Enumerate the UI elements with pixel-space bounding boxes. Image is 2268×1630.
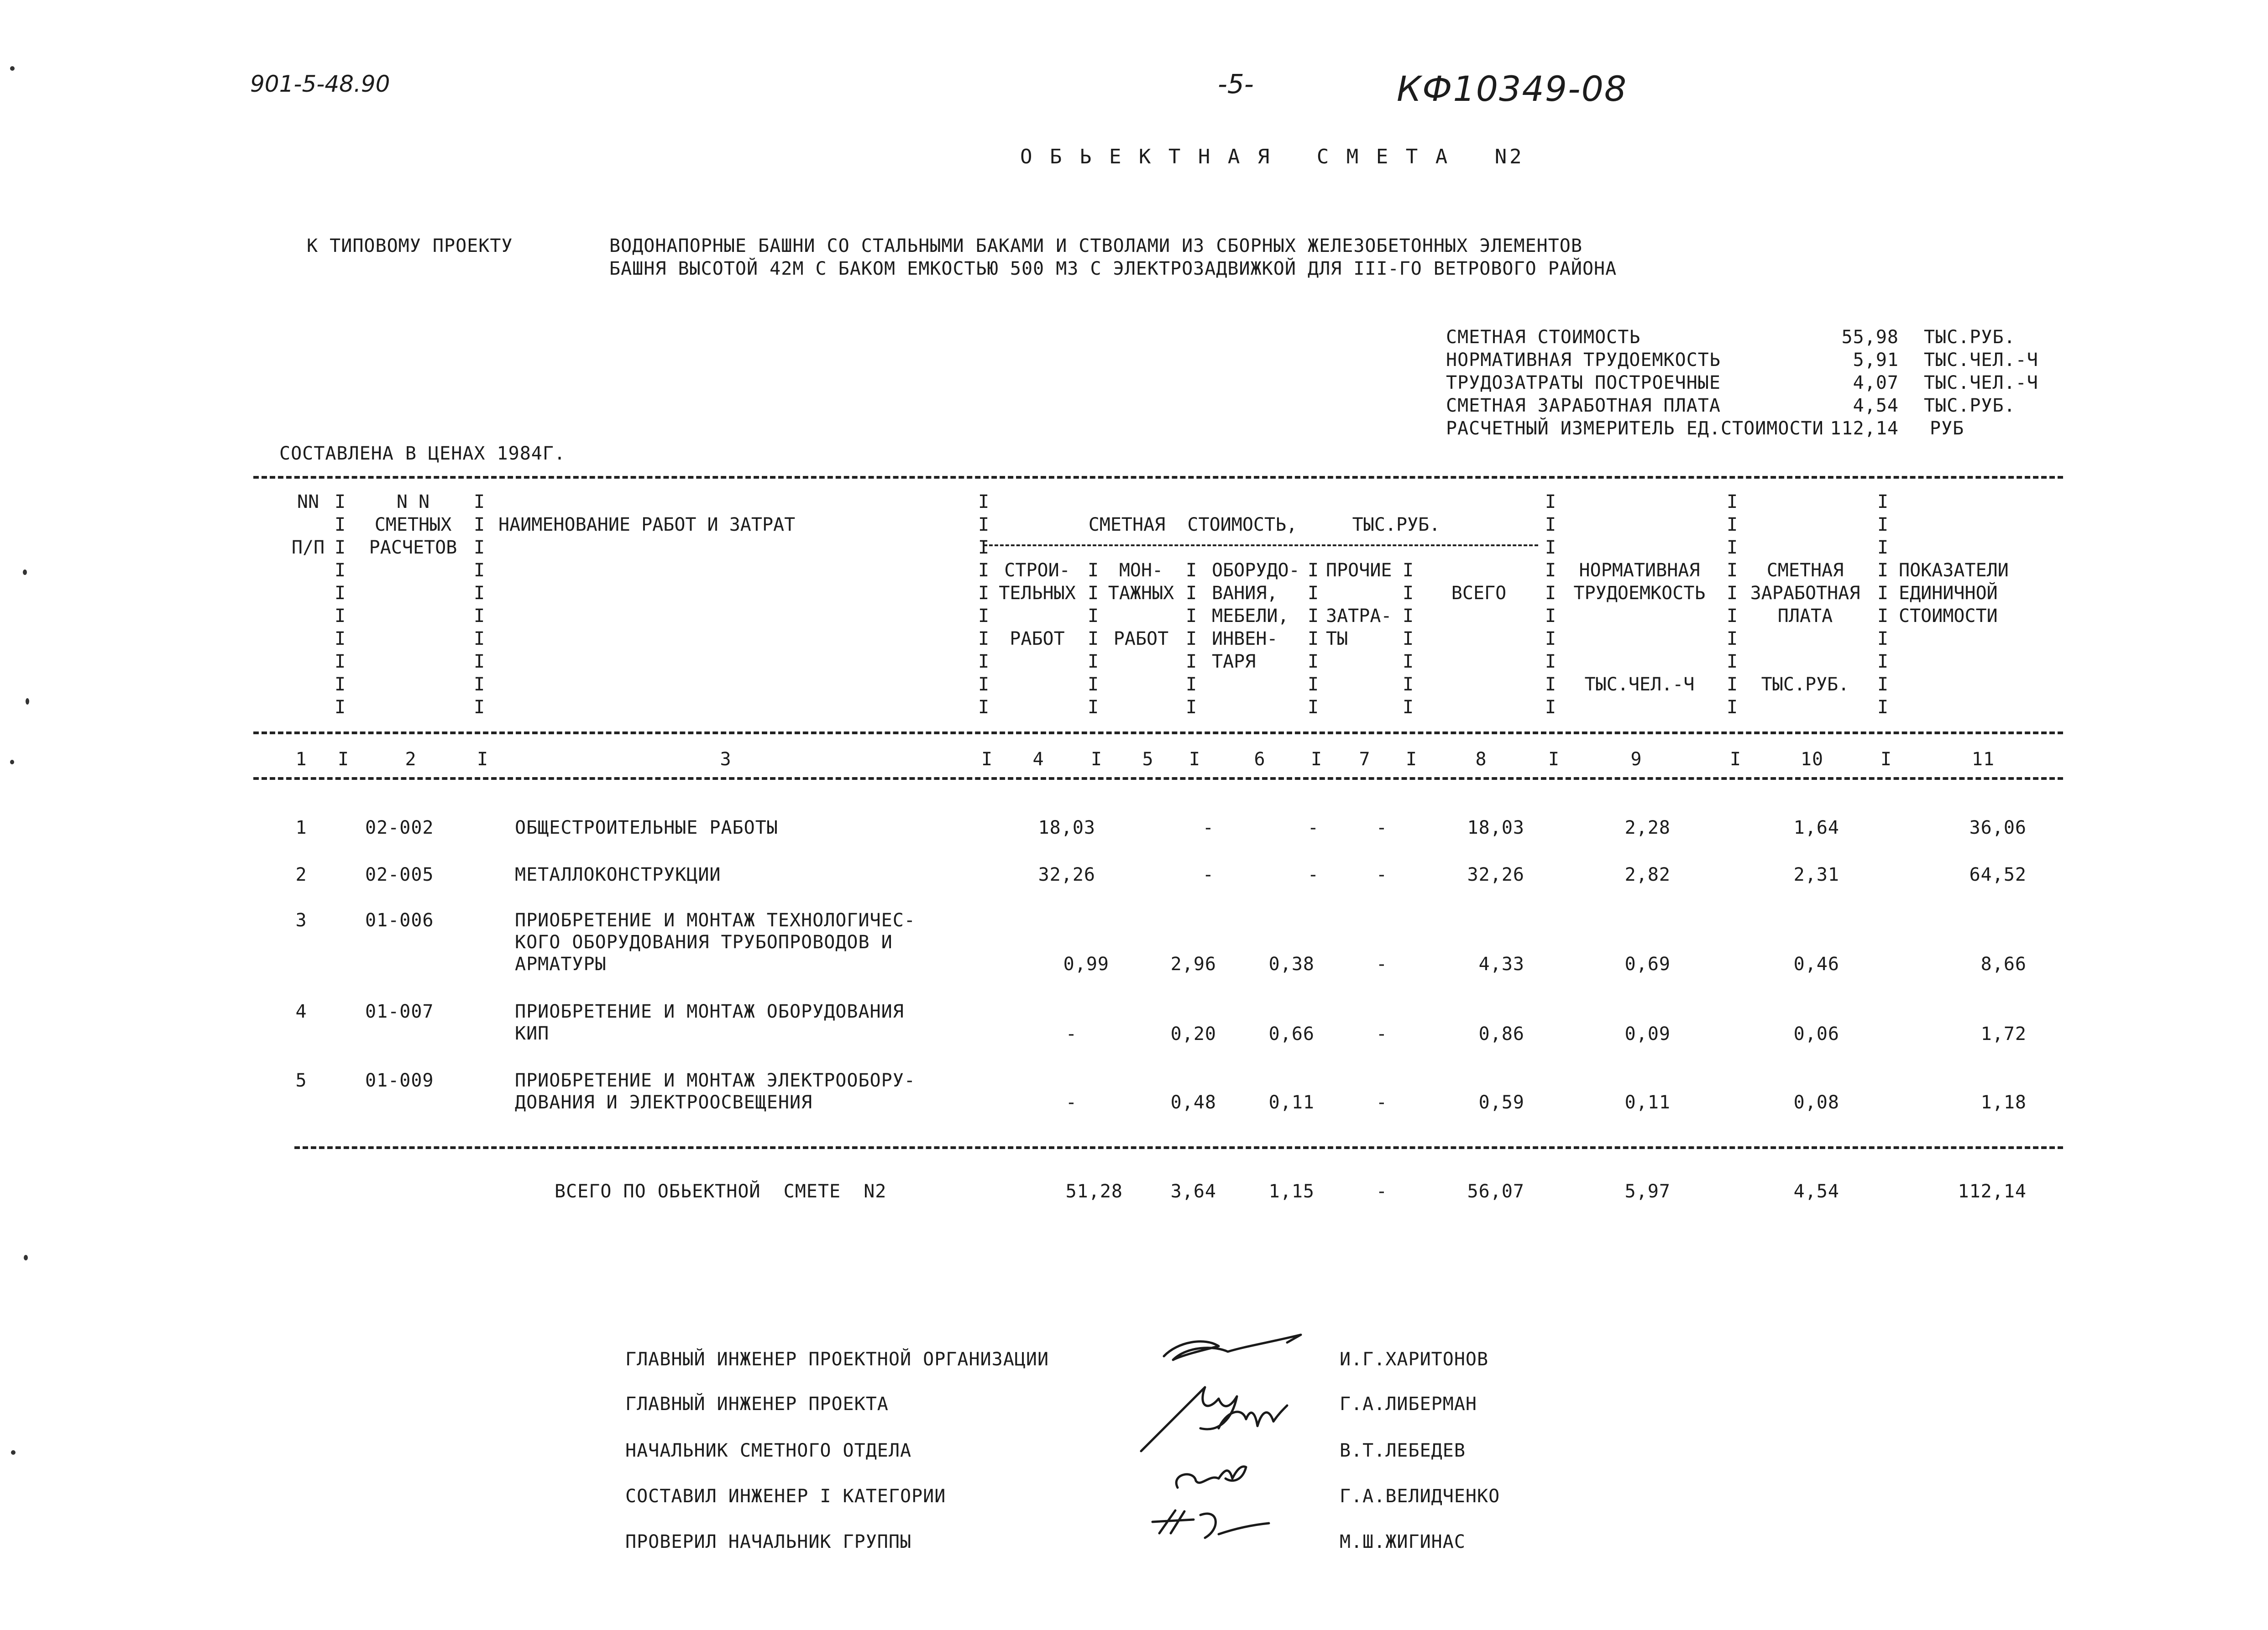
row-indicator: 1,18 [1980,1092,2027,1113]
row-installation: 0,20 [1170,1024,1216,1045]
header-work-name: НАИМЕНОВАНИЕ РАБОТ И ЗАТРАТ [498,514,796,535]
column-number-separator: I [477,749,489,770]
column-number: 6 [1254,749,1266,770]
signatory-name: И.Г.ХАРИТОНОВ [1340,1349,1489,1370]
row-total: 18,03 [1467,817,1524,838]
signature-kharitonov [1164,1335,1301,1360]
header-wages: СМЕТНАЯ ЗАРАБОТНАЯ ПЛАТА ТЫС.РУБ. [1750,560,1860,695]
summary-value: 5,91 [1853,350,1899,371]
row-total: 32,26 [1467,864,1524,885]
row-construction: - [1065,1092,1077,1113]
column-number: 4 [1032,749,1044,770]
summary-value: 4,54 [1853,395,1899,416]
header-separator: I I I I I I I [1185,560,1197,718]
header-separator: I I I I I I I I I I [1545,491,1556,718]
row-calc-number: 01-009 [365,1070,434,1091]
row-other: - [1376,864,1388,885]
row-labor: 2,28 [1624,817,1671,838]
totals-label: ВСЕГО ПО ОБЬЕКТНОЙ СМЕТЕ N2 [555,1181,887,1202]
totals-total: 56,07 [1467,1181,1524,1202]
header-separator: I I I I I I I [1402,560,1414,718]
signatory-name: Г.А.ЛИБЕРМАН [1340,1394,1477,1415]
scan-speck [10,66,15,71]
signature-liberman [1141,1387,1237,1451]
row-number: 3 [295,910,307,931]
header-labor-intensity: НОРМАТИВНАЯ ТРУДОЕМКОСТЬ ТЫС.ЧЕЛ.-Ч [1573,560,1706,695]
column-number: 8 [1475,749,1487,770]
row-equipment: - [1307,817,1319,838]
summary-label: НОРМАТИВНАЯ ТРУДОЕМКОСТЬ [1446,350,1721,371]
row-calc-number: 01-007 [365,1001,434,1022]
header-separator: I I I I I I I I I I [1877,491,1889,718]
summary-unit: ТЫС.ЧЕЛ.-Ч [1924,350,2038,371]
scan-speck [11,1450,16,1455]
row-indicator: 8,66 [1980,954,2027,975]
row-work-name: ПРИОБРЕТЕНИЕ И МОНТАЖ ОБОРУДОВАНИЯ КИП [515,1001,904,1044]
summary-unit: ТЫС.РУБ. [1924,395,2016,416]
row-number: 4 [295,1001,307,1022]
project-title-line-2: БАШНЯ ВЫСОТОЙ 42М С БАКОМ ЕМКОСТЬЮ 500 М3 С ЭЛЕКТРОЗАДВИЖКОЙ ДЛЯ III-ГО ВЕТРОВОГО РАЙОНА [609,258,1617,279]
row-work-name: ОБЩЕСТРОИТЕЛЬНЫЕ РАБОТЫ [515,817,778,838]
column-number: 7 [1359,749,1371,770]
row-total: 0,86 [1478,1024,1524,1045]
document-title: О Б Ь Е К Т Н А Я С М Е Т А N2 [1020,145,1524,168]
row-wages: 2,31 [1793,864,1839,885]
summary-unit: ТЫС.ЧЕЛ.-Ч [1924,372,2038,393]
header-separator: I I I I I I I I I I [334,491,346,718]
summary-value: 112,14 [1830,418,1899,439]
header-total: ВСЕГО [1451,583,1507,604]
signatory-name: М.Ш.ЖИГИНАС [1340,1531,1466,1552]
signatory-role: ГЛАВНЫЙ ИНЖЕНЕР ПРОЕКТА [625,1394,889,1415]
signature-scribbles [1109,1314,1337,1597]
row-wages: 0,46 [1793,954,1839,975]
scan-speck [24,1255,28,1260]
header-installation-works: МОН- ТАЖНЫХ РАБОТ [1108,560,1174,649]
column-number: 11 [1971,749,1995,770]
summary-label: СМЕТНАЯ СТОИМОСТЬ [1446,327,1641,348]
cost-group-rule [984,544,1538,546]
column-number-separator: I [338,749,350,770]
page-number: -5- [1218,68,1254,99]
summary-label: ТРУДОЗАТРАТЫ ПОСТРОЕЧНЫЕ [1446,372,1721,393]
row-wages: 0,06 [1793,1024,1839,1045]
header-other-costs: ПРОЧИЕ ЗАТРА- ТЫ [1326,560,1392,649]
row-calc-number: 02-005 [365,864,434,885]
row-work-name: ПРИОБРЕТЕНИЕ И МОНТАЖ ЭЛЕКТРООБОРУ- ДОВАНИЯ И ЭЛЕКТРООСВЕЩЕНИЯ [515,1070,916,1113]
header-rule [253,731,2063,734]
row-installation: - [1202,864,1214,885]
row-other: - [1376,954,1388,975]
row-other: - [1376,1092,1388,1113]
summary-value: 55,98 [1841,327,1899,348]
row-wages: 1,64 [1793,817,1839,838]
row-total: 0,59 [1478,1092,1524,1113]
column-number-separator: I [1730,749,1742,770]
signatory-role: ГЛАВНЫЙ ИНЖЕНЕР ПРОЕКТНОЙ ОРГАНИЗАЦИИ [625,1349,1049,1370]
row-equipment: 0,66 [1268,1024,1315,1045]
row-other: - [1376,1024,1388,1045]
totals-other: - [1376,1181,1388,1202]
column-number-separator: I [1406,749,1418,770]
column-number-separator: I [981,749,993,770]
column-number-separator: I [1311,749,1323,770]
summary-unit: ТЫС.РУБ. [1924,327,2016,348]
row-construction: 32,26 [1038,864,1095,885]
row-work-name: МЕТАЛЛОКОНСТРУКЦИИ [515,864,721,885]
totals-indicator: 112,14 [1958,1181,2027,1202]
row-total: 4,33 [1478,954,1524,975]
header-estimated-cost: СМЕТНАЯ СТОИМОСТЬ, ТЫС.РУБ. [1088,514,1440,535]
header-row-number: NN П/П [291,491,325,558]
column-number: 2 [405,749,417,770]
column-number-rule [253,777,2063,780]
summary-unit: РУБ [1930,418,1964,439]
row-construction: - [1065,1024,1077,1045]
row-indicator: 64,52 [1969,864,2027,885]
table-rule-top [253,476,2063,479]
signatory-role: ПРОВЕРИЛ НАЧАЛЬНИК ГРУППЫ [625,1531,912,1552]
row-equipment: 0,11 [1268,1092,1315,1113]
header-calc-number: N N СМЕТНЫХ РАСЧЕТОВ [369,491,457,558]
summary-label: РАСЧЕТНЫЙ ИЗМЕРИТЕЛЬ ЕД.СТОИМОСТИ [1446,418,1824,439]
row-other: - [1376,817,1388,838]
summary-value: 4,07 [1853,372,1899,393]
signatory-name: Г.А.ВЕЛИДЧЕНКО [1340,1486,1500,1507]
column-number: 5 [1142,749,1154,770]
column-number-separator: I [1091,749,1103,770]
row-number: 1 [295,817,307,838]
row-construction: 18,03 [1038,817,1095,838]
column-number-separator: I [1189,749,1201,770]
archive-code: КФ10349-08 [1397,68,1628,109]
header-equipment: ОБОРУДО- ВАНИЯ, МЕБЕЛИ, ИНВЕН- ТАРЯ [1212,560,1300,672]
column-number: 9 [1630,749,1642,770]
row-labor: 0,69 [1624,954,1671,975]
row-number: 5 [295,1070,307,1091]
summary-label: СМЕТНАЯ ЗАРАБОТНАЯ ПЛАТА [1446,395,1721,416]
prices-note: СОСТАВЛЕНА В ЦЕНАХ 1984Г. [279,443,566,464]
column-number-separator: I [1548,749,1560,770]
row-labor: 0,09 [1624,1024,1671,1045]
header-separator: I I I I I I I I I I [1726,491,1738,718]
scan-speck [23,569,27,575]
totals-equipment: 1,15 [1268,1181,1315,1202]
row-construction: 0,99 [1063,954,1109,975]
signatory-role: НАЧАЛЬНИК СМЕТНОГО ОТДЕЛА [625,1440,912,1461]
totals-rule [294,1146,2063,1149]
signatory-name: В.Т.ЛЕБЕДЕВ [1340,1440,1466,1461]
scan-speck [26,698,29,705]
row-equipment: 0,38 [1268,954,1315,975]
row-number: 2 [295,864,307,885]
column-number-separator: I [1880,749,1892,770]
totals-installation: 3,64 [1170,1181,1216,1202]
totals-labor: 5,97 [1624,1181,1671,1202]
header-separator: I I I I I I I I I I [978,491,990,718]
totals-wages: 4,54 [1793,1181,1839,1202]
signature-zhiginas [1152,1510,1269,1538]
totals-construction: 51,28 [1065,1181,1123,1202]
row-labor: 0,11 [1624,1092,1671,1113]
header-unit-indicators: ПОКАЗАТЕЛИ ЕДИНИЧНОЙ СТОИМОСТИ [1899,560,2009,627]
header-separator: I I I I I I I [1087,560,1099,718]
row-calc-number: 02-002 [365,817,434,838]
row-labor: 2,82 [1624,864,1671,885]
header-separator: I I I I I I I [1307,560,1319,718]
column-number: 10 [1800,749,1824,770]
row-indicator: 36,06 [1969,817,2027,838]
column-number: 3 [720,749,732,770]
signatory-role: СОСТАВИЛ ИНЖЕНЕР I КАТЕГОРИИ [625,1486,946,1507]
project-title-line-1: ВОДОНАПОРНЫЕ БАШНИ СО СТАЛЬНЫМИ БАКАМИ И СТВОЛАМИ ИЗ СБОРНЫХ ЖЕЛЕЗОБЕТОННЫХ ЭЛЕМЕНТОВ [609,235,1582,256]
row-indicator: 1,72 [1980,1024,2027,1045]
row-calc-number: 01-006 [365,910,434,931]
scan-speck [10,760,14,764]
document-code: 901-5-48.90 [250,71,390,97]
row-wages: 0,08 [1793,1092,1839,1113]
column-number: 1 [295,749,307,770]
header-separator: I I I I I I I I I I [473,491,485,718]
row-equipment: - [1307,864,1319,885]
header-construction-works: СТРОИ- ТЕЛЬНЫХ РАБОТ [999,560,1076,649]
row-installation: 0,48 [1170,1092,1216,1113]
signature-velidchenko [1176,1467,1246,1488]
row-installation: - [1202,817,1214,838]
row-work-name: ПРИОБРЕТЕНИЕ И МОНТАЖ ТЕХНОЛОГИЧЕС- КОГО ОБОРУДОВАНИЯ ТРУБОПРОВОДОВ И АРМАТУРЫ [515,910,916,975]
row-installation: 2,96 [1170,954,1216,975]
project-label: К ТИПОВОМУ ПРОЕКТУ [307,235,513,256]
